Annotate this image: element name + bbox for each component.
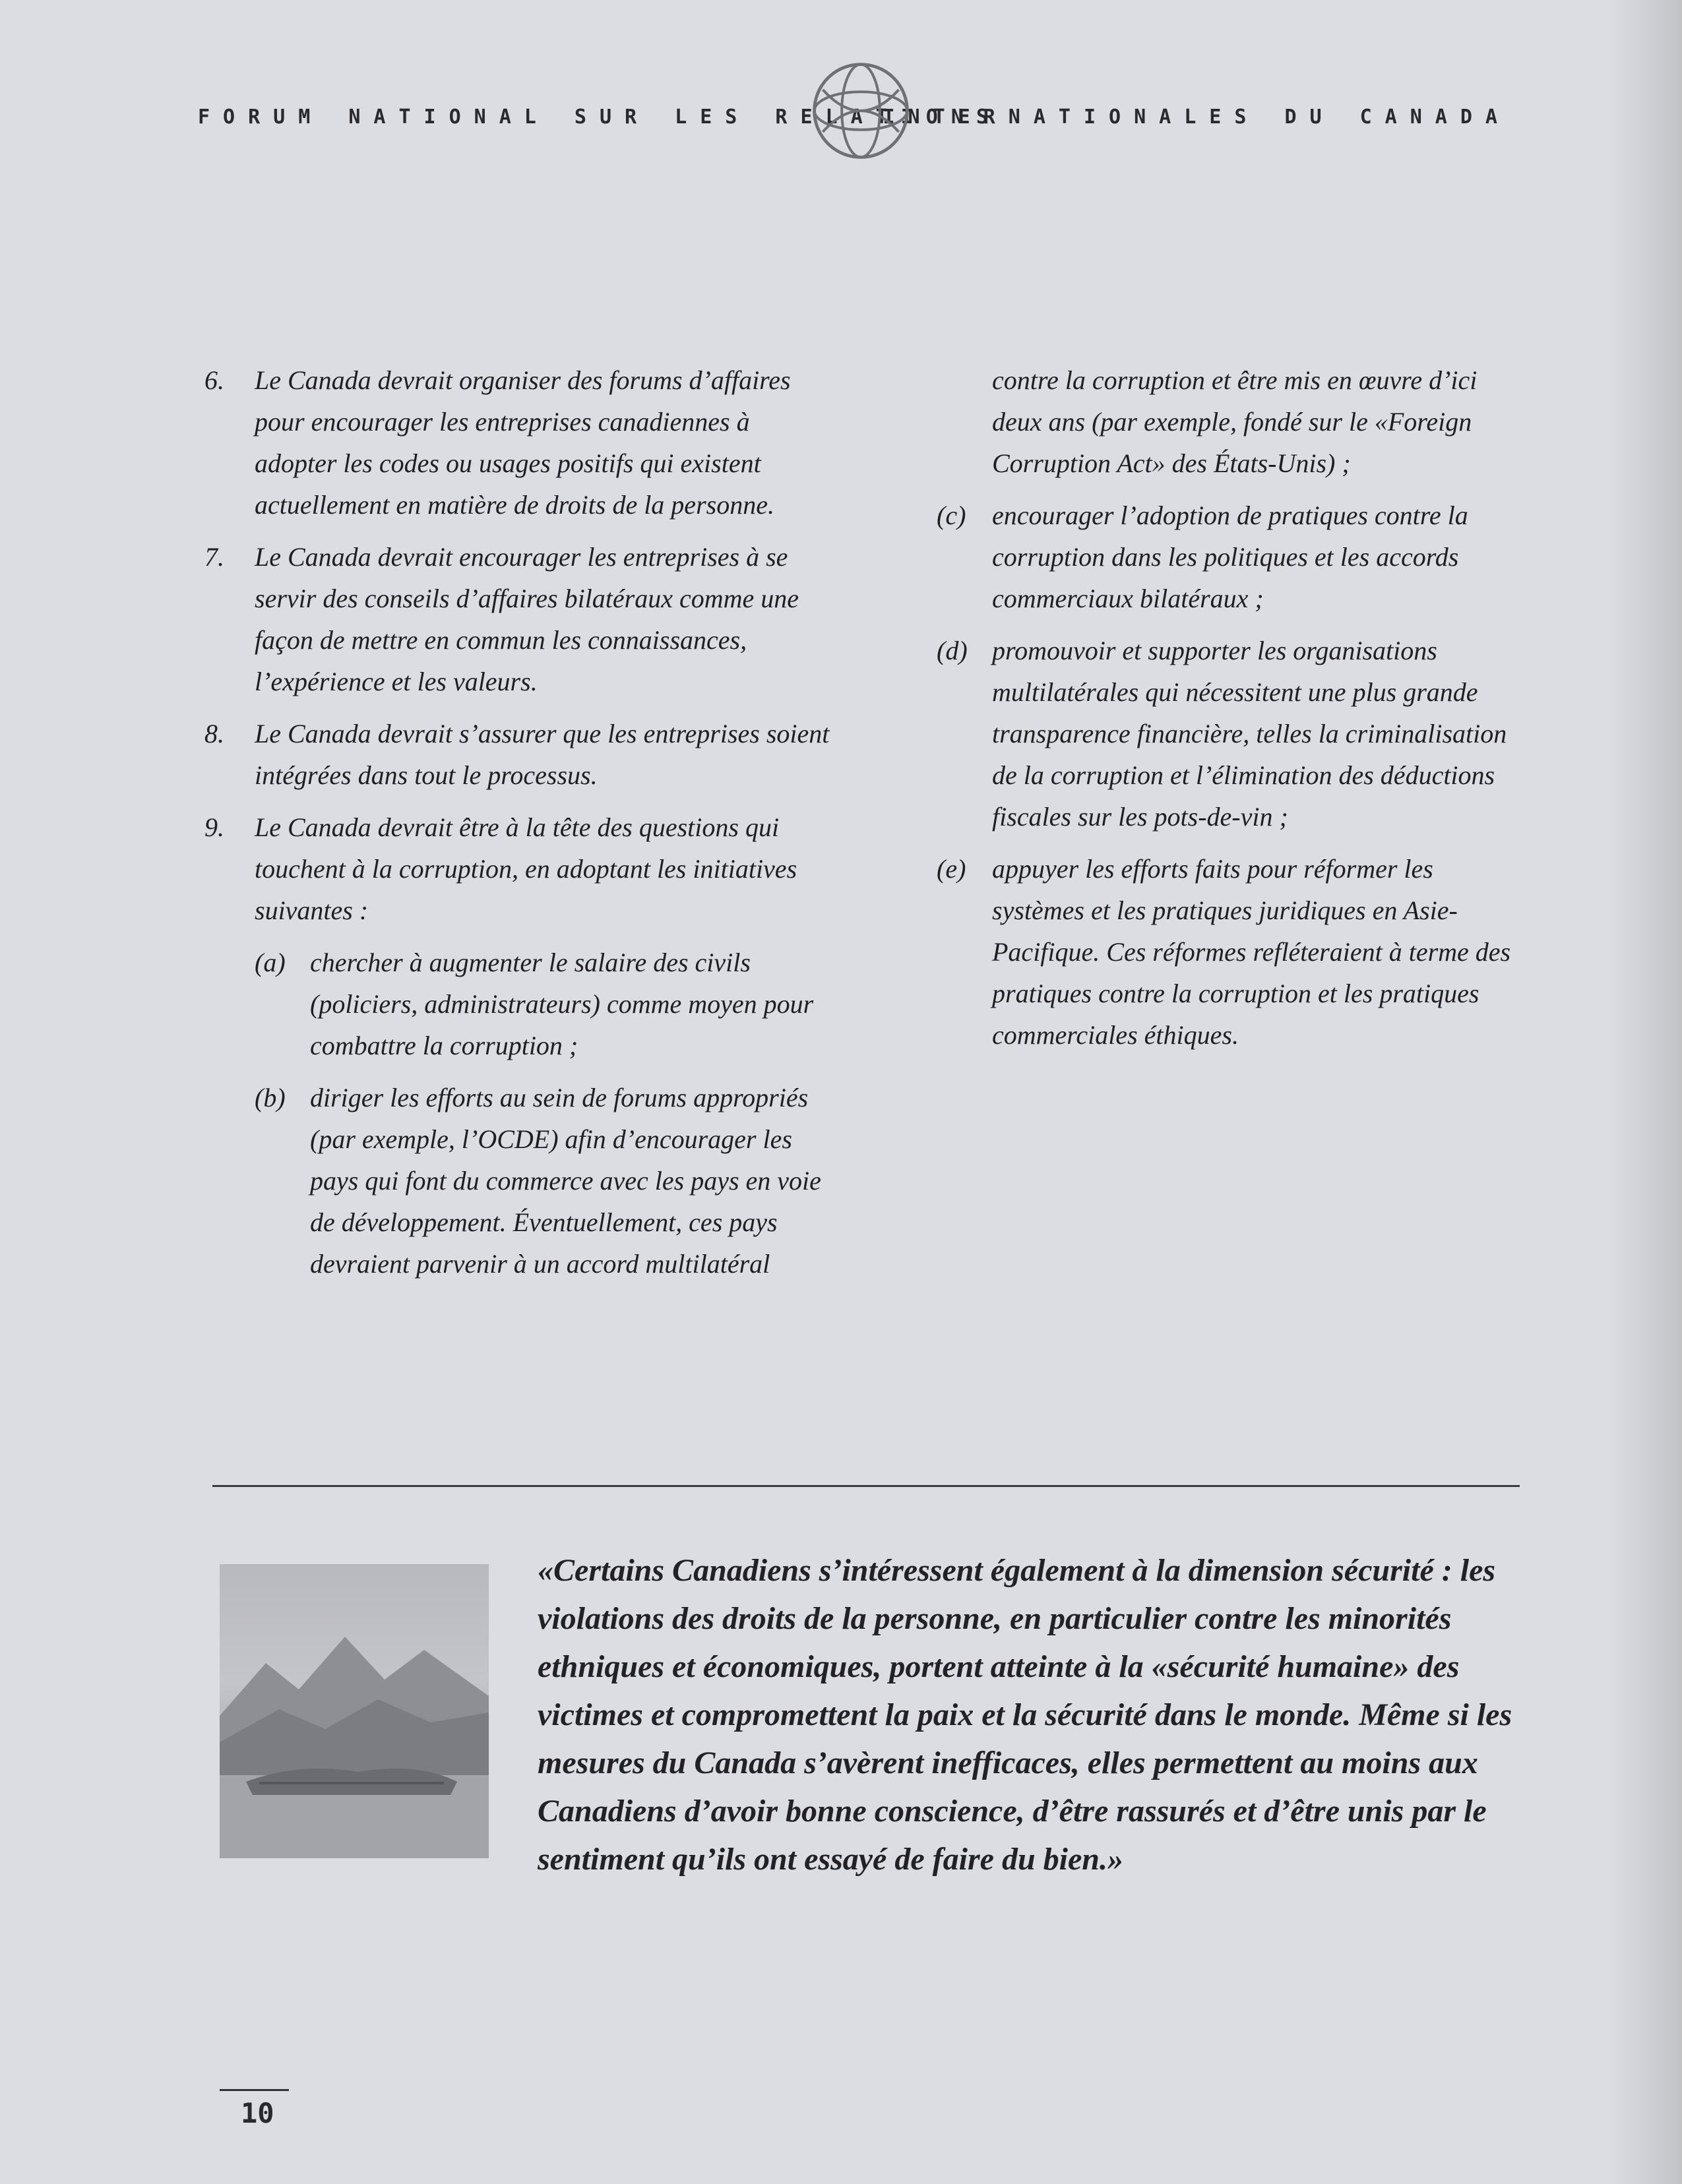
list-item (204, 536, 831, 702)
continued-text: contre la corruption et être mis en œuvre d’ici deux ans (par exemple, fondé sur le «Foreign Corruption Act» des États-Unis) ; (992, 365, 1478, 478)
sub-item-label: (c) (937, 501, 966, 530)
sub-item-label: (d) (937, 636, 968, 665)
item-text: Le Canada devrait être à la tête des questions qui touchent à la corruption, en adoptant les initiatives suivantes : (255, 812, 797, 925)
sub-item-text: diriger les efforts au sein de forums appropriés (par exemple, l’OCDE) afin d’encourager les pays qui font du commerce avec les pays en voie de développement. Éventuellement, ces pays devraient parvenir à un accord multilatéral (310, 1083, 821, 1279)
globe-logo-icon (808, 58, 914, 164)
list-item (204, 713, 831, 796)
sub-item (937, 495, 1517, 619)
item-text: Le Canada devrait s’assurer que les entreprises soient intégrées dans tout le processus. (255, 719, 830, 790)
sub-item (255, 1077, 831, 1285)
footer-rule (220, 2089, 289, 2091)
header-left-text: FORUM NATIONAL SUR LES RELATIONS (198, 106, 1001, 129)
page-edge-shadow (1609, 0, 1682, 2184)
header-right-text: INTERNATIONALES DU CANADA (883, 106, 1511, 129)
item-number: 8. (204, 719, 224, 748)
sub-item-label: (b) (255, 1083, 286, 1112)
illustration-image (220, 1564, 489, 1858)
sub-item (937, 848, 1517, 1056)
sub-item-text: appuyer les efforts faits pour réformer les systèmes et les pratiques juridiques en Asie-Pacifique. Ces réformes refléteraient à terme des pratiques contre la corruption et les pratiques commerciales éthiques. (992, 854, 1511, 1050)
sub-item-label: (e) (937, 854, 966, 884)
item-number: 6. (204, 365, 224, 395)
pull-quote: «Certains Canadiens s’intéressent également à la dimension sécurité : les violations des droits de la personne, en particulier contre les minorités ethniques et économiques, portent atteinte à la «sécurité humaine» des victimes et compromettent la paix et la sécurité dans le monde. Même si les mesures du Canada s’avèrent inefficaces, elles permettent au moins aux Canadiens d’avoir bonne conscience, d’être rassurés et d’être unis par le sentiment qu’ils ont essayé de faire du bien.» (538, 1553, 1512, 1877)
list-item (204, 806, 831, 1285)
sub-item-label: (a) (255, 948, 286, 977)
sub-item (937, 630, 1517, 837)
sub-item-text: encourager l’adoption de pratiques contre la corruption dans les politiques et les accords commerciaux bilatéraux ; (992, 501, 1468, 613)
sub-item-text: chercher à augmenter le salaire des civils (policiers, administrateurs) comme moyen pour combattre la corruption ; (310, 948, 814, 1060)
section-divider (212, 1485, 1520, 1487)
right-column (937, 359, 1517, 1056)
item-number: 7. (204, 542, 224, 572)
sub-item-text: promouvoir et supporter les organisations multilatérales qui nécessitent une plus grande transparence financière, telles la criminalisation de la corruption et l’élimination des déductions fiscales sur les pots-de-vin ; (992, 636, 1507, 832)
item-text: Le Canada devrait encourager les entreprises à se servir des conseils d’affaires bilatéraux comme une façon de mettre en commun les connaissances, l’expérience et les valeurs. (255, 542, 799, 696)
left-column (204, 359, 831, 1295)
page-number: 10 (241, 2097, 274, 2129)
sub-item (255, 942, 831, 1066)
item-number: 9. (204, 812, 224, 842)
list-item (204, 359, 831, 526)
landscape-illustration (220, 1564, 489, 1858)
item-text: Le Canada devrait organiser des forums d’affaires pour encourager les entreprises canadiennes à adopter les codes ou usages positifs qui existent actuellement en matière de droits de la personne. (255, 365, 791, 520)
